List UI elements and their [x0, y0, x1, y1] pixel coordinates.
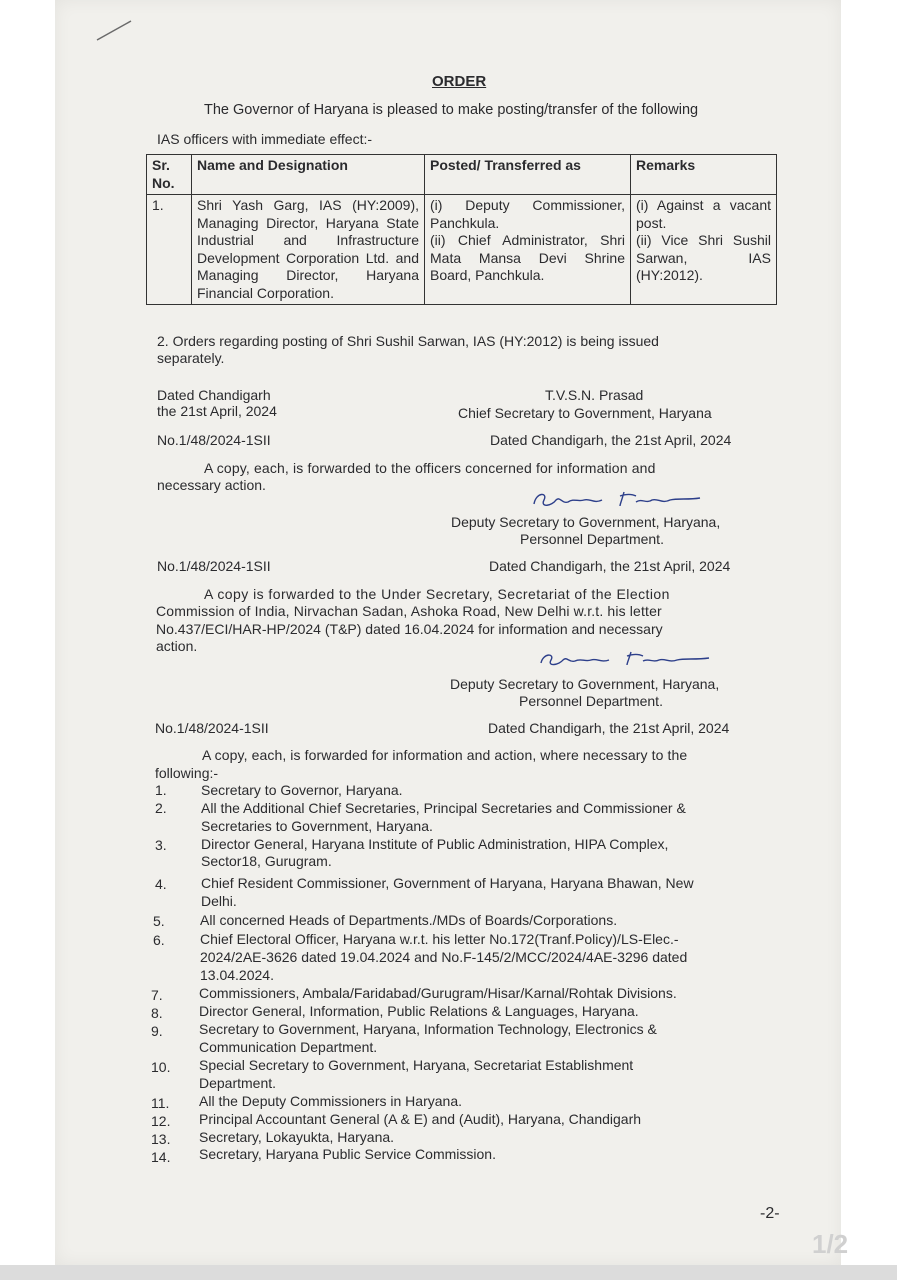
endorsement-2-text-line-1: A copy is forwarded to the Under Secretary, Secretariat of the Election — [204, 586, 670, 602]
list-item-text-continued: Delhi. — [201, 893, 237, 909]
list-item-text: Secretary, Haryana Public Service Commission. — [199, 1146, 496, 1162]
page-counter: 1/2 — [812, 1229, 849, 1259]
para-2-line-2: separately. — [157, 350, 225, 366]
list-item-number: 14. — [151, 1149, 171, 1165]
list-item-text: Commissioners, Ambala/Faridabad/Gurugram/Hisar/Karnal/Rohtak Divisions. — [199, 985, 677, 1001]
list-item-text-continued: 13.04.2024. — [200, 967, 274, 983]
cell-posted — [425, 195, 631, 305]
endorsement-2-text-line-2: Commission of India, Nirvachan Sadan, Ashoka Road, New Delhi w.r.t. his letter — [156, 603, 662, 619]
list-item-text: All concerned Heads of Departments./MDs of Boards/Corporations. — [200, 912, 618, 928]
endorsement-2-number: No.1/48/2024-1SII — [157, 558, 271, 574]
signature-2 — [535, 647, 715, 673]
dated-date: the 21st April, 2024 — [157, 403, 277, 419]
list-item-text: Director General, Information, Public Relations & Languages, Haryana. — [199, 1003, 639, 1019]
endorsement-3-text-line-1: A copy, each, is forwarded for information and action, where necessary to the — [202, 747, 688, 763]
cell-sr: 1. — [147, 195, 192, 305]
list-item-text: All the Deputy Commissioners in Haryana. — [199, 1093, 462, 1109]
list-item-number: 7. — [151, 987, 163, 1003]
list-item-number: 4. — [155, 876, 167, 892]
signatory-name: T.V.S.N. Prasad — [545, 387, 644, 403]
list-item-number: 6. — [153, 932, 165, 948]
para-2-line-1: 2. Orders regarding posting of Shri Sushil Sarwan, IAS (HY:2012) is being issued — [157, 333, 659, 349]
intro-line-1: The Governor of Haryana is pleased to make posting/transfer of the following — [204, 102, 699, 118]
endorsement-2-officer-line-1: Deputy Secretary to Government, Haryana, — [450, 676, 720, 692]
list-item-text: Director General, Haryana Institute of Public Administration, HIPA Complex, — [201, 836, 669, 852]
endorsement-1-text-line-1: A copy, each, is forwarded to the officers concerned for information and — [204, 460, 656, 476]
list-item-text-continued: Secretaries to Government, Haryana. — [201, 818, 433, 834]
endorsement-2-text-line-3: No.437/ECI/HAR-HP/2024 (T&P) dated 16.04.2024 for information and necessary — [156, 621, 663, 637]
posted-item-1: (i) Deputy Commissioner, Panchkula. — [430, 197, 625, 231]
order-title: ORDER — [432, 73, 487, 90]
endorsement-3-number: No.1/48/2024-1SII — [155, 720, 269, 736]
signatory-designation: Chief Secretary to Government, Haryana — [458, 405, 712, 421]
endorsement-3-text-line-2: following:- — [155, 765, 219, 781]
list-item-text: All the Additional Chief Secretaries, Principal Secretaries and Commissioner & — [201, 800, 686, 816]
list-item-number: 1. — [155, 782, 167, 798]
list-item-number: 2. — [155, 800, 167, 816]
list-item-text-continued: Communication Department. — [199, 1039, 378, 1055]
list-item-number: 12. — [151, 1113, 171, 1129]
list-item-number: 8. — [151, 1005, 163, 1021]
list-item-text: Principal Accountant General (A & E) and (Audit), Haryana, Chandigarh — [199, 1111, 642, 1127]
intro-line-2: IAS officers with immediate effect:- — [157, 131, 373, 147]
endorsement-2-officer-line-2: Personnel Department. — [519, 693, 663, 709]
endorsement-3-date: Dated Chandigarh, the 21st April, 2024 — [488, 720, 730, 736]
list-item-text: Special Secretary to Government, Haryana, Secretariat Establishment — [199, 1057, 634, 1073]
list-item-text: Chief Electoral Officer, Haryana w.r.t. his letter No.172(Tranf.Policy)/LS-Elec.- — [200, 931, 679, 947]
endorsement-1-officer-line-1: Deputy Secretary to Government, Haryana, — [451, 514, 721, 530]
endorsement-2-text-line-4: action. — [156, 638, 198, 654]
list-item-number: 5. — [153, 913, 165, 929]
header-name-designation: Name and Designation — [192, 155, 425, 195]
header-remarks: Remarks — [631, 155, 777, 195]
list-item-number: 11. — [151, 1095, 170, 1111]
table-row — [147, 195, 777, 305]
bottom-strip — [0, 1265, 897, 1280]
list-item-number: 10. — [151, 1059, 171, 1075]
dated-place: Dated Chandigarh — [157, 387, 271, 403]
pen-mark-icon — [95, 18, 135, 42]
posted-item-2: (ii) Chief Administrator, Shri Mata Mansa Devi Shrine Board, Panchkula. — [430, 232, 625, 283]
list-item-text-continued: Department. — [199, 1075, 277, 1091]
cell-remarks — [631, 195, 777, 305]
endorsement-1-date: Dated Chandigarh, the 21st April, 2024 — [490, 432, 732, 448]
signature-1 — [528, 486, 708, 514]
remarks-item-2: (ii) Vice Shri Sushil Sarwan, IAS (HY:2012). — [636, 232, 771, 283]
list-item-text: Chief Resident Commissioner, Government of Haryana, Haryana Bhawan, New — [201, 875, 694, 891]
header-sr-no: Sr. No. — [147, 155, 192, 195]
endorsement-1-text-line-2: necessary action. — [157, 477, 266, 493]
endorsement-1-number: No.1/48/2024-1SII — [157, 432, 271, 448]
table-header-row — [147, 155, 777, 195]
list-item-number: 9. — [151, 1023, 163, 1039]
list-item-text: Secretary, Lokayukta, Haryana. — [199, 1129, 395, 1145]
list-item-text-continued: Sector18, Gurugram. — [201, 853, 332, 869]
endorsement-1-officer-line-2: Personnel Department. — [520, 531, 664, 547]
list-item-number: 3. — [155, 837, 167, 853]
page-number-marker: -2- — [760, 1205, 780, 1222]
posting-table — [146, 154, 777, 305]
endorsement-2-date: Dated Chandigarh, the 21st April, 2024 — [489, 558, 731, 574]
list-item-text: Secretary to Governor, Haryana. — [201, 782, 403, 798]
list-item-text-continued: 2024/2AE-3626 dated 19.04.2024 and No.F-145/2/MCC/2024/4AE-3296 dated — [200, 949, 688, 965]
cell-name-designation: Shri Yash Garg, IAS (HY:2009), Managing Director, Haryana State Industrial and Infrastructure Development Corporation Ltd. and Managing Director, Haryana Financial Corporation. — [192, 195, 425, 305]
list-item-text: Secretary to Government, Haryana, Information Technology, Electronics & — [199, 1021, 657, 1037]
list-item-number: 13. — [151, 1131, 171, 1147]
remarks-item-1: (i) Against a vacant post. — [636, 197, 771, 231]
header-posted-transferred: Posted/ Transferred as — [425, 155, 631, 195]
